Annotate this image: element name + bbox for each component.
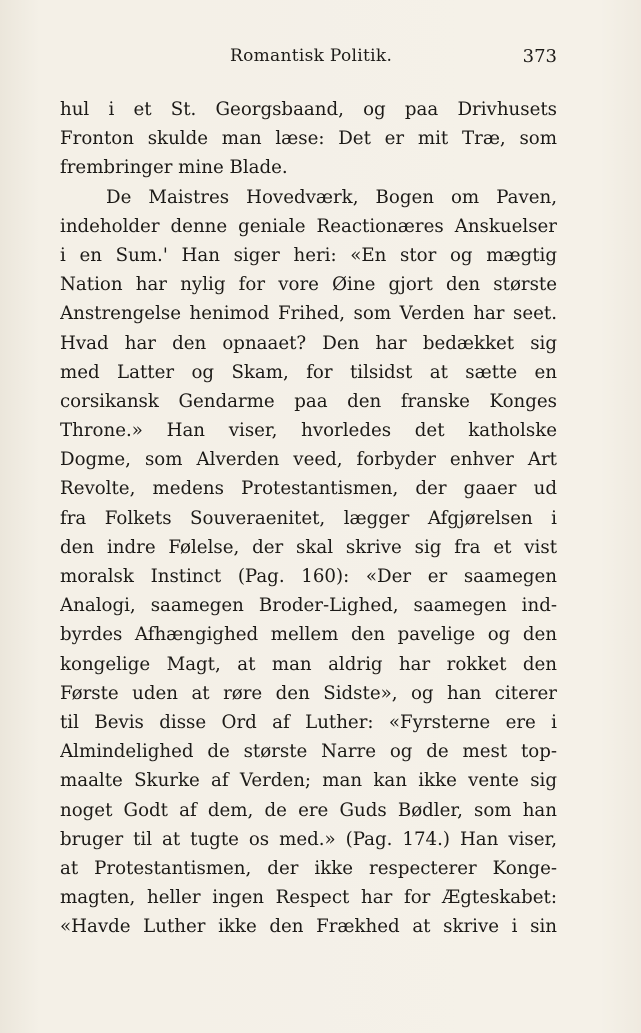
- text-line: moralsk Instinct (Pag. 160): «Der er saamegen: [60, 566, 557, 587]
- text-line: til Bevis disse Ord af Luther: «Fyrsterne ere i: [60, 711, 557, 733]
- text-line: «Havde Luther ikke den Frækhed at skrive i sin: [60, 916, 557, 938]
- text-line: maalte Skurke af Verden; man kan ikke vente sig: [60, 770, 557, 792]
- running-head: [60, 46, 557, 76]
- text-line: De Maistres Hovedværk, Bogen om Paven,: [106, 186, 557, 208]
- text-line: byrdes Afhængighed mellem den pavelige og den: [60, 624, 557, 646]
- text-line: Revolte, medens Protestantismen, der gaaer ud: [60, 478, 557, 500]
- text-line: Fronton skulde man læse: Det er mit Træ, som: [60, 128, 557, 150]
- text-line: fra Folkets Souveraenitet, lægger Afgjørelsen i: [60, 507, 557, 529]
- text-line: med Latter og Skam, for tilsidst at sætte en: [60, 361, 557, 383]
- text-line: Almindelighed de største Narre og de mest top-: [60, 741, 557, 763]
- text-line: Analogi, saamegen Broder-Lighed, saamegen ind-: [60, 595, 557, 617]
- text-line: Første uden at røre den Sidste», og han citerer: [60, 682, 557, 704]
- text-line: hul i et St. Georgsbaand, og paa Drivhusets: [60, 99, 557, 120]
- text-line: Anstrengelse henimod Frihed, som Verden har seet.: [60, 303, 557, 325]
- text-line: Dogme, som Alverden veed, forbyder enhver Art: [60, 449, 557, 471]
- text-line: Nation har nylig for vore Øine gjort den største: [60, 274, 557, 296]
- text-line: noget Godt af dem, de ere Guds Bødler, som han: [60, 799, 557, 821]
- text-line: den indre Følelse, der skal skrive sig fra et vist: [60, 536, 557, 558]
- text-line: Throne.» Han viser, hvorledes det katholske: [60, 420, 557, 442]
- text-line: Hvad har den opnaaet? Den har bedækket sig: [60, 332, 557, 354]
- text-line: kongelige Magt, at man aldrig har rokket den: [60, 653, 557, 675]
- body-text: [60, 95, 557, 941]
- text-line: frembringer mine Blade.: [60, 157, 288, 179]
- running-title: Romantisk Politik.: [230, 46, 393, 66]
- text-line: magten, heller ingen Respect har for Ægteskabet:: [60, 887, 557, 909]
- text-line: bruger til at tugte os med.» (Pag. 174.) Han viser,: [60, 828, 557, 850]
- text-line: at Protestantismen, der ikke respecterer Konge-: [60, 857, 557, 879]
- text-line: indeholder denne geniale Reactionæres Anskuelser: [60, 215, 557, 237]
- text-line: corsikansk Gendarme paa den franske Konges: [60, 390, 557, 412]
- page-number: 373: [522, 46, 557, 67]
- text-line: i en Sum.' Han siger heri: «En stor og mægtig: [60, 244, 557, 266]
